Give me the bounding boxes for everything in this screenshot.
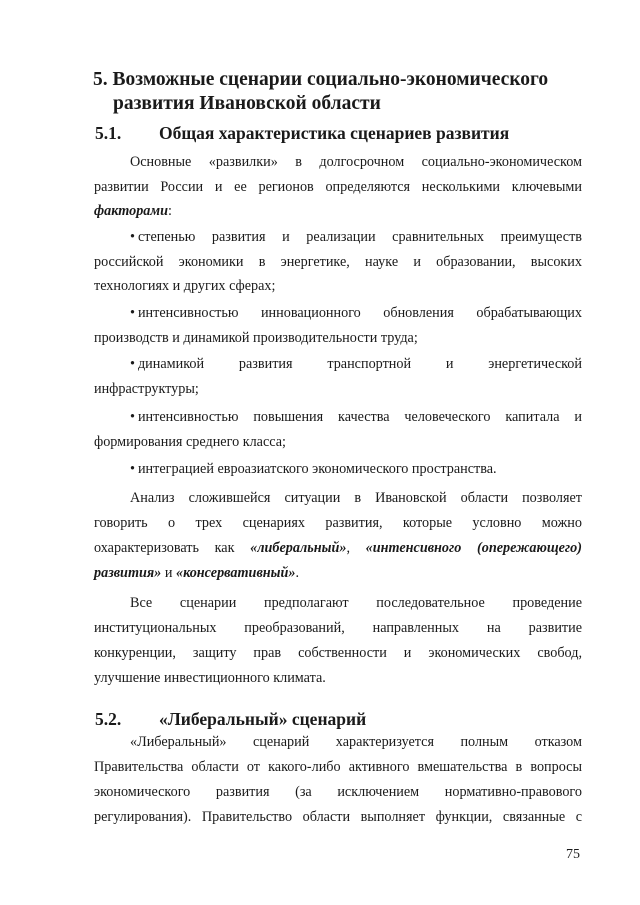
list-item-text: степенью развития и реализации сравнительных преимуществ — [137, 229, 582, 245]
list-item-text: динамикой развития транспортной и энергетической — [137, 356, 582, 372]
section-title: Общая характеристика сценариев развития — [159, 123, 510, 143]
emphasis-text: «консервативный» — [175, 565, 296, 581]
list-item-text: интеграцией евроазиатского экономического пространства. — [137, 461, 497, 477]
chapter-heading-line-2: развития Ивановской области — [113, 93, 381, 114]
paragraph-line: «Либеральный» сценарий характеризуется полным отказом — [130, 734, 582, 750]
chapter-heading-line-1: 5. Возможные сценарии социально-экономического — [93, 69, 549, 90]
bullet-icon: • — [130, 409, 135, 425]
bullet-icon: • — [130, 305, 135, 321]
paragraph-line: Правительства области от какого-либо активного вмешательства в вопросы — [94, 759, 582, 775]
chapter-heading — [93, 68, 593, 116]
bullet-icon: • — [130, 461, 135, 477]
list-item-continuation: технологиях и других сферах; — [94, 278, 276, 294]
section-title: «Либеральный» сценарий — [159, 709, 367, 729]
list-item — [130, 228, 582, 246]
list-item — [130, 408, 582, 426]
paragraph-line: говорить о трех сценариях развития, которые условно можно — [94, 515, 582, 531]
section-heading-5-1 — [95, 122, 509, 144]
list-item-text: интенсивностью инновационного обновления обрабатывающих — [137, 305, 582, 321]
plain-text: охарактеризовать как — [94, 540, 251, 556]
bullet-icon: • — [130, 229, 135, 245]
paragraph-line — [94, 539, 582, 557]
paragraph-line: развитии России и ее регионов определяются несколькими ключевыми — [94, 179, 582, 195]
list-item — [130, 304, 582, 322]
paragraph-line: улучшение инвестиционного климата. — [94, 670, 326, 686]
punctuation: . — [295, 565, 300, 581]
bullet-icon: • — [130, 356, 135, 372]
list-item-continuation: инфраструктуры; — [94, 381, 199, 397]
list-item-continuation: производств и динамикой производительности труда; — [94, 330, 418, 346]
list-item-text: интенсивностью повышения качества человеческого капитала и — [137, 409, 582, 425]
paragraph-line — [94, 202, 582, 220]
section-number: 5.1. — [95, 123, 122, 143]
emphasis-text: «интенсивного (опережающего) — [365, 540, 582, 556]
paragraph-line: Основные «развилки» в долгосрочном социально-экономическом — [130, 154, 582, 170]
list-item — [130, 460, 582, 478]
paragraph-line: конкуренции, защиту прав собственности и экономических свобод, — [94, 645, 582, 661]
plain-text: и — [161, 565, 176, 581]
emphasis-text: факторами — [94, 203, 168, 219]
list-item-continuation: формирования среднего класса; — [94, 434, 286, 450]
paragraph-line — [94, 564, 582, 582]
list-item-continuation: российской экономики в энергетике, науке и образовании, высоких — [94, 254, 582, 270]
emphasis-text: «либеральный» — [250, 540, 347, 556]
section-heading-5-2 — [95, 708, 366, 730]
page-number: 75 — [566, 847, 580, 862]
emphasis-text: развития» — [94, 565, 162, 581]
paragraph-line: регулирования). Правительство области выполняет функции, связанные с — [94, 809, 582, 825]
list-item — [130, 355, 582, 373]
paragraph-line: Анализ сложившейся ситуации в Ивановской области позволяет — [130, 490, 582, 506]
punctuation: : — [168, 203, 172, 219]
paragraph-line: институциональных преобразований, направленных на развитие — [94, 620, 582, 636]
paragraph-line: Все сценарии предполагают последовательное проведение — [130, 595, 582, 611]
section-number: 5.2. — [95, 709, 122, 729]
punctuation: , — [346, 540, 366, 556]
paragraph-line: экономического развития (за исключением нормативно-правового — [94, 784, 582, 800]
